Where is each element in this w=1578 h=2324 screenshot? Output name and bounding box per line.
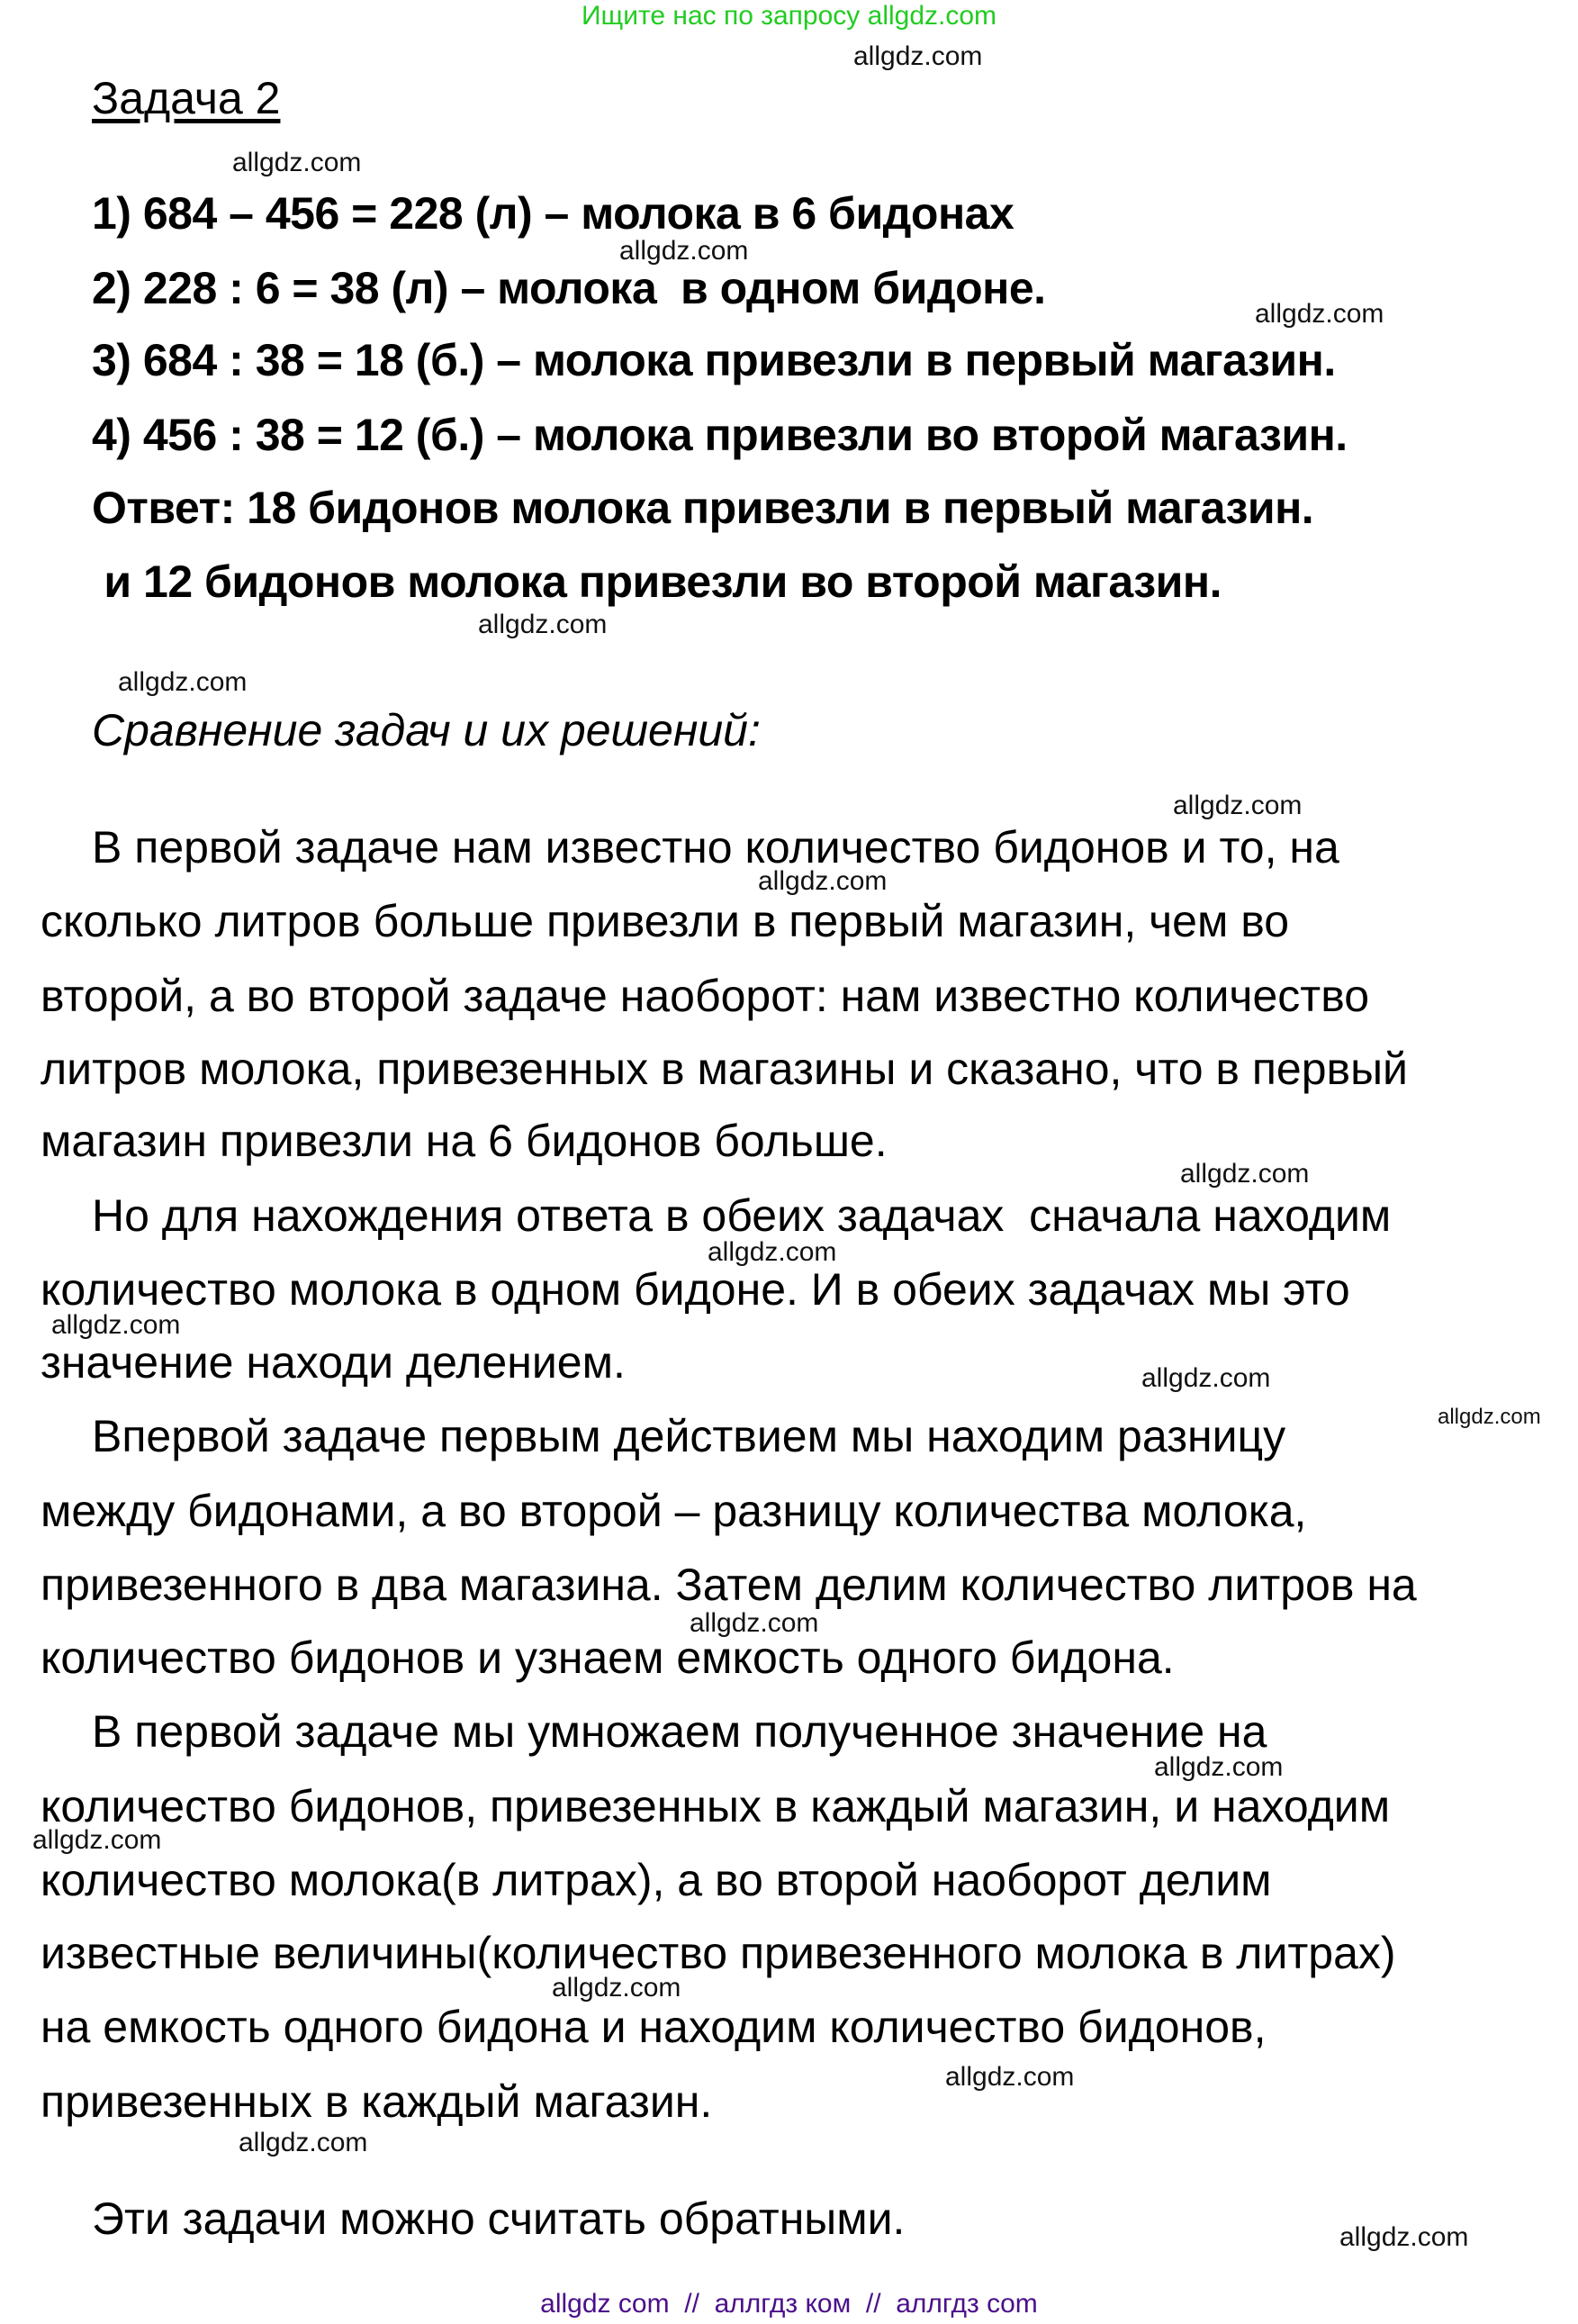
watermark: allgdz.com <box>1438 1405 1541 1429</box>
step-2: 2) 228 : 6 = 38 (л) – молока в одном бидоне. <box>92 263 1046 313</box>
paragraph-line: литров молока, привезенных в магазины и сказано, что в первый <box>41 1044 1408 1094</box>
paragraph-line: магазин привезли на 6 бидонов больше. <box>41 1116 888 1166</box>
paragraph-line: привезенных в каждый магазин. <box>41 2076 713 2127</box>
paragraph-line: количество бидонов и узнаем емкость одного бидона. <box>41 1632 1175 1683</box>
watermark: allgdz.com <box>1255 299 1384 329</box>
watermark: allgdz.com <box>1173 791 1303 820</box>
paragraph-line: между бидонами, а во второй – разницу количества молока, <box>41 1486 1307 1536</box>
watermark: allgdz.com <box>51 1310 181 1340</box>
search-hint: Ищите нас по запросу allgdz.com <box>581 1 997 31</box>
comparison-heading: Сравнение задач и их решений: <box>92 705 761 755</box>
watermark: allgdz.com <box>708 1237 837 1267</box>
paragraph-line: количество молока(в литрах), а во второй наоборот делим <box>41 1855 1272 1905</box>
answer-line-1: Ответ: 18 бидонов молока привезли в первый магазин. <box>92 483 1314 533</box>
paragraph-line: привезенного в два магазина. Затем делим количество литров на <box>41 1560 1417 1610</box>
watermark: allgdz.com <box>478 610 608 639</box>
paragraph-line: Но для нахождения ответа в обеих задачах сначала находим <box>92 1190 1392 1241</box>
watermark: allgdz.com <box>118 667 248 697</box>
step-4: 4) 456 : 38 = 12 (б.) – молока привезли во второй магазин. <box>92 410 1348 460</box>
answer-line-2: и 12 бидонов молока привезли во второй магазин. <box>92 556 1222 607</box>
conclusion: Эти задачи можно считать обратными. <box>92 2193 906 2244</box>
footer-links: allgdz com // аллгдз ком // аллгдз com <box>540 2289 1038 2319</box>
paragraph-line: известные величины(количество привезенного молока в литрах) <box>41 1928 1396 1978</box>
watermark: allgdz.com <box>690 1608 819 1638</box>
step-3: 3) 684 : 38 = 18 (б.) – молока привезли в первый магазин. <box>92 335 1336 385</box>
task-title: Задача 2 <box>92 73 281 123</box>
paragraph-line: Впервой задаче первым действием мы находим разницу <box>92 1411 1286 1461</box>
watermark: allgdz.com <box>758 866 888 896</box>
watermark: allgdz.com <box>619 236 749 266</box>
paragraph-line: В первой задаче мы умножаем полученное значение на <box>92 1706 1267 1757</box>
watermark: allgdz.com <box>32 1825 162 1855</box>
watermark: allgdz.com <box>945 2062 1075 2092</box>
watermark: allgdz.com <box>552 1973 681 2003</box>
paragraph-line: сколько литров больше привезли в первый магазин, чем во <box>41 896 1290 946</box>
watermark: allgdz.com <box>1141 1363 1271 1393</box>
watermark: allgdz.com <box>1339 2222 1469 2252</box>
watermark: allgdz.com <box>1180 1159 1310 1189</box>
watermark: allgdz.com <box>1154 1752 1284 1782</box>
paragraph-line: второй, а во второй задаче наоборот: нам известно количество <box>41 971 1370 1021</box>
paragraph-line: на емкость одного бидона и находим количество бидонов, <box>41 2002 1267 2052</box>
paragraph-line: количество бидонов, привезенных в каждый магазин, и находим <box>41 1781 1391 1831</box>
watermark: allgdz.com <box>232 148 362 177</box>
paragraph-line: количество молока в одном бидоне. И в обеих задачах мы это <box>41 1264 1350 1315</box>
watermark: allgdz.com <box>239 2128 368 2157</box>
step-1: 1) 684 – 456 = 228 (л) – молока в 6 бидонах <box>92 188 1014 239</box>
watermark: allgdz.com <box>853 41 983 71</box>
paragraph-line: значение находи делением. <box>41 1337 626 1388</box>
paragraph-line: В первой задаче нам известно количество бидонов и то, на <box>92 822 1339 873</box>
